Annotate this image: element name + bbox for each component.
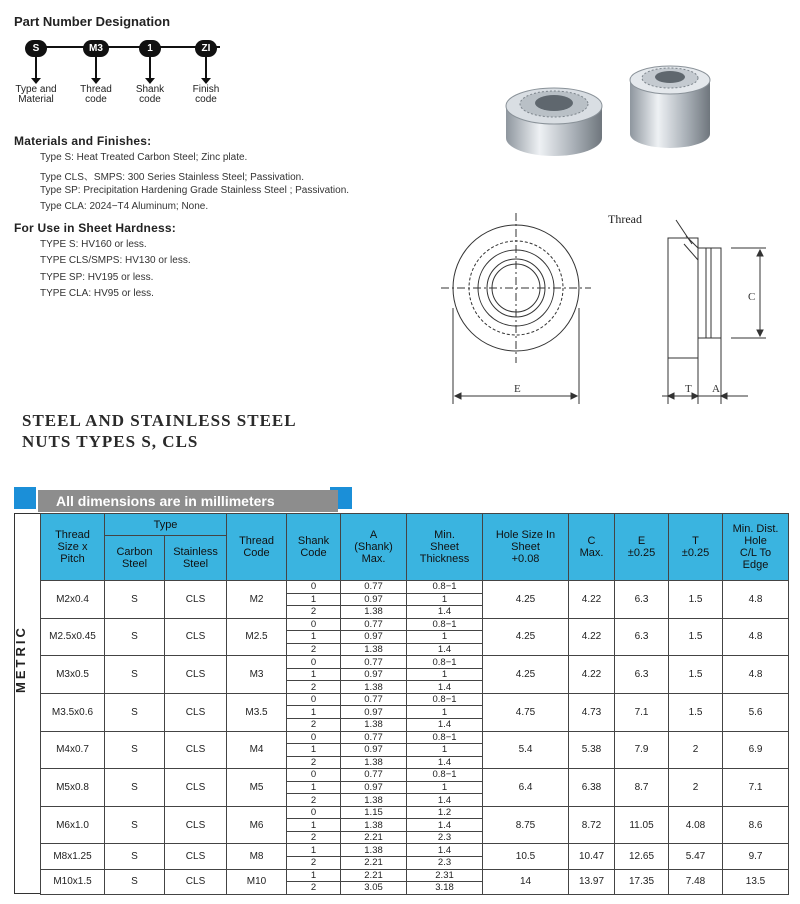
- thread-label: Thread: [608, 212, 642, 226]
- part-code-caption: Shank: [135, 84, 165, 95]
- cell-hole-size: 4.25: [483, 618, 569, 656]
- cell-t: 5.47: [669, 844, 723, 869]
- header-text: T: [692, 535, 699, 547]
- cell-shank-code: 1: [287, 744, 341, 757]
- table-row: [41, 769, 789, 782]
- down-arrow-icon: [205, 57, 207, 79]
- cell-shank-code: 0: [287, 656, 341, 669]
- cell-min-dist: 5.6: [723, 693, 789, 731]
- cell-t: 1.5: [669, 656, 723, 694]
- cell-e: 6.3: [615, 581, 669, 619]
- cell-shank-code: 0: [287, 731, 341, 744]
- header-text: Edge: [742, 559, 769, 571]
- cell-carbon-steel: S: [105, 731, 165, 769]
- table-row: [41, 656, 789, 669]
- part-code-caption: Finish: [192, 84, 220, 95]
- cell-min-dist: 6.9: [723, 731, 789, 769]
- hardness-line: TYPE CLS/SMPS: HV130 or less.: [40, 255, 191, 266]
- cell-a-shank: 1.38: [341, 643, 407, 656]
- cell-shank-code: 2: [287, 831, 341, 844]
- cell-carbon-steel: S: [105, 618, 165, 656]
- cell-e: 6.3: [615, 656, 669, 694]
- cell-thread-code: M2: [227, 581, 287, 619]
- down-arrow-icon: [149, 57, 151, 79]
- cell-carbon-steel: S: [105, 769, 165, 807]
- header-thread-code: [227, 514, 287, 581]
- cell-carbon-steel: S: [105, 869, 165, 894]
- hardness-line: TYPE S: HV160 or less.: [40, 239, 147, 250]
- header-min-dist: [723, 514, 789, 581]
- cell-min-sheet: 1: [407, 593, 483, 606]
- header-text: Size x: [57, 541, 88, 553]
- cell-shank-code: 2: [287, 882, 341, 895]
- part-code-shank: [128, 38, 172, 105]
- nut-photo-right: [630, 66, 710, 148]
- cell-min-sheet: 1.4: [407, 719, 483, 732]
- cell-carbon-steel: S: [105, 656, 165, 694]
- cell-t: 4.08: [669, 806, 723, 844]
- cell-c-max: 13.97: [569, 869, 615, 894]
- cell-shank-code: 0: [287, 581, 341, 594]
- header-min-sheet: [407, 514, 483, 581]
- part-code-caption: Material: [18, 94, 54, 105]
- header-text: Thread: [239, 535, 274, 547]
- part-number-title: Part Number Designation: [14, 14, 171, 29]
- cell-min-sheet: 1: [407, 631, 483, 644]
- cell-min-sheet: 1: [407, 668, 483, 681]
- cell-thread-size: M2.5x0.45: [41, 618, 105, 656]
- table-row: [41, 693, 789, 706]
- cell-min-dist: 4.8: [723, 581, 789, 619]
- table-row: [41, 618, 789, 631]
- cell-t: 2: [669, 769, 723, 807]
- cell-a-shank: 0.97: [341, 706, 407, 719]
- cell-stainless-steel: CLS: [165, 618, 227, 656]
- part-code-caption: Type and: [15, 84, 57, 95]
- cell-a-shank: 1.38: [341, 819, 407, 832]
- cell-e: 12.65: [615, 844, 669, 869]
- cell-thread-code: M3.5: [227, 693, 287, 731]
- cell-min-dist: 9.7: [723, 844, 789, 869]
- cell-min-sheet: 0.8−1: [407, 731, 483, 744]
- cell-hole-size: 10.5: [483, 844, 569, 869]
- cell-a-shank: 1.38: [341, 844, 407, 857]
- cell-e: 8.7: [615, 769, 669, 807]
- cell-thread-size: M8x1.25: [41, 844, 105, 869]
- header-t: [669, 514, 723, 581]
- materials-title: Materials and Finishes:: [14, 134, 152, 148]
- cell-min-sheet: 1.4: [407, 794, 483, 807]
- header-text: Min.: [434, 529, 455, 541]
- cell-min-sheet: 0.8−1: [407, 656, 483, 669]
- nut-photo: [498, 46, 728, 168]
- cell-thread-size: M5x0.8: [41, 769, 105, 807]
- cell-thread-code: M10: [227, 869, 287, 894]
- header-text: +0.08: [511, 553, 540, 565]
- cell-thread-code: M4: [227, 731, 287, 769]
- header-text: Min. Dist.: [732, 523, 779, 535]
- cell-shank-code: 2: [287, 681, 341, 694]
- cell-min-sheet: 0.8−1: [407, 581, 483, 594]
- hardness-line: TYPE SP: HV195 or less.: [40, 272, 154, 283]
- header-text: Hole: [744, 535, 767, 547]
- header-text: Code: [243, 547, 270, 559]
- cell-c-max: 4.22: [569, 656, 615, 694]
- header-text: C: [587, 535, 596, 547]
- metric-side-label: METRIC: [13, 625, 28, 693]
- cell-t: 1.5: [669, 618, 723, 656]
- table-row: [41, 844, 789, 857]
- cell-shank-code: 0: [287, 618, 341, 631]
- cell-e: 11.05: [615, 806, 669, 844]
- header-text: Steel: [121, 558, 148, 570]
- cell-a-shank: 2.21: [341, 831, 407, 844]
- cell-a-shank: 1.38: [341, 794, 407, 807]
- cell-shank-code: 0: [287, 769, 341, 782]
- cell-a-shank: 0.97: [341, 781, 407, 794]
- table-row: [41, 731, 789, 744]
- cell-thread-size: M6x1.0: [41, 806, 105, 844]
- nut-photo-left: [506, 88, 602, 156]
- cell-c-max: 10.47: [569, 844, 615, 869]
- cell-min-dist: 7.1: [723, 769, 789, 807]
- cell-min-sheet: 1.4: [407, 756, 483, 769]
- part-code-caption: Thread: [80, 84, 112, 95]
- cell-a-shank: 1.38: [341, 719, 407, 732]
- cell-shank-code: 2: [287, 643, 341, 656]
- cell-shank-code: 1: [287, 593, 341, 606]
- header-thread-size: [41, 514, 105, 581]
- header-text: (Shank): [354, 541, 393, 553]
- header-text: C/L To: [739, 547, 772, 559]
- cell-thread-size: M10x1.5: [41, 869, 105, 894]
- cell-min-sheet: 1.4: [407, 819, 483, 832]
- cell-stainless-steel: CLS: [165, 656, 227, 694]
- cell-a-shank: 0.97: [341, 744, 407, 757]
- cell-t: 7.48: [669, 869, 723, 894]
- cell-stainless-steel: CLS: [165, 844, 227, 869]
- header-text: Max.: [579, 547, 604, 559]
- cell-e: 7.9: [615, 731, 669, 769]
- cell-hole-size: 14: [483, 869, 569, 894]
- cell-shank-code: 0: [287, 806, 341, 819]
- header-text: E: [637, 535, 646, 547]
- cell-a-shank: 0.77: [341, 693, 407, 706]
- cell-c-max: 4.22: [569, 581, 615, 619]
- materials-line: Type SP: Precipitation Hardening Grade Stainless Steel ; Passivation.: [40, 185, 350, 196]
- cell-c-max: 4.73: [569, 693, 615, 731]
- cell-shank-code: 1: [287, 781, 341, 794]
- cell-min-sheet: 1: [407, 744, 483, 757]
- cell-min-sheet: 1: [407, 781, 483, 794]
- cell-stainless-steel: CLS: [165, 581, 227, 619]
- materials-line: Type CLS、SMPS: 300 Series Stainless Steel; Passivation.: [40, 172, 305, 183]
- cell-hole-size: 4.25: [483, 581, 569, 619]
- dim-a-label: A: [712, 383, 720, 395]
- dim-e-label: E: [514, 383, 521, 395]
- cell-a-shank: 0.97: [341, 631, 407, 644]
- metric-side-cell: [14, 513, 41, 894]
- cell-shank-code: 2: [287, 756, 341, 769]
- header-a-shank: [341, 514, 407, 581]
- header-c-max: [569, 514, 615, 581]
- cell-shank-code: 2: [287, 606, 341, 619]
- cell-c-max: 5.38: [569, 731, 615, 769]
- dim-c-label: C: [748, 291, 756, 303]
- cell-min-dist: 4.8: [723, 656, 789, 694]
- part-code-caption: code: [195, 94, 217, 105]
- part-code-pill: 1: [139, 40, 161, 57]
- cell-stainless-steel: CLS: [165, 806, 227, 844]
- cell-carbon-steel: S: [105, 693, 165, 731]
- header-text: Code: [300, 547, 327, 559]
- cell-min-sheet: 0.8−1: [407, 769, 483, 782]
- cell-a-shank: 2.21: [341, 869, 407, 882]
- cell-a-shank: 1.15: [341, 806, 407, 819]
- header-text: Pitch: [60, 553, 85, 565]
- dimensions-table: [40, 513, 789, 895]
- header-text: Steel: [182, 558, 209, 570]
- cell-shank-code: 1: [287, 869, 341, 882]
- hardness-title: For Use in Sheet Hardness:: [14, 221, 176, 235]
- cell-t: 1.5: [669, 581, 723, 619]
- cell-stainless-steel: CLS: [165, 731, 227, 769]
- header-text: Thread: [55, 529, 90, 541]
- units-banner-text: All dimensions are in millimeters: [38, 490, 338, 512]
- cell-hole-size: 4.75: [483, 693, 569, 731]
- header-text: Carbon: [116, 546, 153, 558]
- cell-thread-size: M3x0.5: [41, 656, 105, 694]
- materials-line: Type S: Heat Treated Carbon Steel; Zinc plate.: [40, 152, 248, 163]
- cell-shank-code: 1: [287, 706, 341, 719]
- cell-thread-size: M2x0.4: [41, 581, 105, 619]
- cell-a-shank: 2.21: [341, 857, 407, 870]
- part-code-caption: code: [139, 94, 161, 105]
- cell-min-dist: 8.6: [723, 806, 789, 844]
- cell-a-shank: 0.77: [341, 618, 407, 631]
- cell-e: 17.35: [615, 869, 669, 894]
- cell-a-shank: 1.38: [341, 756, 407, 769]
- cell-c-max: 4.22: [569, 618, 615, 656]
- header-text: Hole Size In: [495, 529, 556, 541]
- cell-carbon-steel: S: [105, 844, 165, 869]
- table-row: [41, 581, 789, 594]
- cell-min-sheet: 2.3: [407, 857, 483, 870]
- cell-a-shank: 0.77: [341, 656, 407, 669]
- cell-thread-code: M6: [227, 806, 287, 844]
- cell-a-shank: 1.38: [341, 681, 407, 694]
- cell-hole-size: 4.25: [483, 656, 569, 694]
- cell-min-sheet: 0.8−1: [407, 693, 483, 706]
- cell-a-shank: 3.05: [341, 882, 407, 895]
- cell-thread-code: M5: [227, 769, 287, 807]
- part-code-pill: M3: [83, 40, 109, 57]
- materials-line: Type CLA: 2024−T4 Aluminum; None.: [40, 201, 209, 212]
- cell-t: 2: [669, 731, 723, 769]
- table-row: [41, 869, 789, 882]
- header-shank-code: [287, 514, 341, 581]
- table-row: [41, 806, 789, 819]
- cell-thread-size: M3.5x0.6: [41, 693, 105, 731]
- cell-hole-size: 5.4: [483, 731, 569, 769]
- section-title-line: NUTS TYPES S, CLS: [22, 432, 199, 451]
- dim-t-label: T: [685, 383, 692, 395]
- cell-hole-size: 6.4: [483, 769, 569, 807]
- part-code-type: [14, 38, 58, 105]
- cell-a-shank: 0.77: [341, 731, 407, 744]
- cell-min-sheet: 1: [407, 706, 483, 719]
- header-hole-size: [483, 514, 569, 581]
- cell-stainless-steel: CLS: [165, 869, 227, 894]
- cell-a-shank: 0.97: [341, 668, 407, 681]
- part-code-thread: [74, 38, 118, 105]
- banner-square: [14, 487, 36, 509]
- cell-a-shank: 1.38: [341, 606, 407, 619]
- cell-min-sheet: 1.2: [407, 806, 483, 819]
- hardness-line: TYPE CLA: HV95 or less.: [40, 288, 154, 299]
- part-code-finish: [184, 38, 228, 105]
- cell-min-sheet: 2.31: [407, 869, 483, 882]
- section-title: [22, 410, 297, 452]
- cell-min-sheet: 3.18: [407, 882, 483, 895]
- header-text: Sheet: [430, 541, 459, 553]
- header-text: Shank: [297, 535, 330, 547]
- cell-shank-code: 1: [287, 844, 341, 857]
- dimensions-table-body: [41, 581, 789, 895]
- header-text: ±0.25: [681, 547, 710, 559]
- header-text: A: [369, 529, 378, 541]
- cell-a-shank: 0.77: [341, 769, 407, 782]
- cell-min-dist: 13.5: [723, 869, 789, 894]
- cell-thread-code: M8: [227, 844, 287, 869]
- cell-e: 6.3: [615, 618, 669, 656]
- down-arrow-icon: [35, 57, 37, 79]
- cell-e: 7.1: [615, 693, 669, 731]
- cell-min-sheet: 1.4: [407, 844, 483, 857]
- side-view: [662, 220, 766, 404]
- part-code-pill: ZI: [195, 40, 217, 57]
- units-banner: [14, 487, 352, 513]
- cell-min-dist: 4.8: [723, 618, 789, 656]
- cell-t: 1.5: [669, 693, 723, 731]
- cell-min-sheet: 1.4: [407, 681, 483, 694]
- cell-thread-code: M2.5: [227, 618, 287, 656]
- cell-shank-code: 1: [287, 668, 341, 681]
- header-carbon-steel: [105, 536, 165, 581]
- header-text: Max.: [361, 553, 386, 565]
- nut-technical-drawing: [436, 208, 786, 408]
- header-text: ±0.25: [627, 547, 656, 559]
- cell-c-max: 8.72: [569, 806, 615, 844]
- header-type: Type: [105, 514, 227, 536]
- cell-shank-code: 0: [287, 693, 341, 706]
- cell-min-sheet: 1.4: [407, 643, 483, 656]
- header-text: Stainless: [173, 546, 218, 558]
- part-code-pill: S: [25, 40, 47, 57]
- cell-a-shank: 0.77: [341, 581, 407, 594]
- cell-carbon-steel: S: [105, 581, 165, 619]
- cell-shank-code: 1: [287, 631, 341, 644]
- down-arrow-icon: [95, 57, 97, 79]
- cell-shank-code: 2: [287, 794, 341, 807]
- cell-shank-code: 1: [287, 819, 341, 832]
- cell-min-sheet: 0.8−1: [407, 618, 483, 631]
- front-view: [441, 213, 591, 404]
- part-code-caption: code: [85, 94, 107, 105]
- cell-shank-code: 2: [287, 857, 341, 870]
- header-text: Thickness: [419, 553, 470, 565]
- cell-stainless-steel: CLS: [165, 693, 227, 731]
- cell-thread-size: M4x0.7: [41, 731, 105, 769]
- cell-carbon-steel: S: [105, 806, 165, 844]
- section-title-line: STEEL AND STAINLESS STEEL: [22, 411, 297, 430]
- cell-thread-code: M3: [227, 656, 287, 694]
- cell-a-shank: 0.97: [341, 593, 407, 606]
- part-number-chain: [14, 38, 234, 108]
- cell-min-sheet: 1.4: [407, 606, 483, 619]
- cell-hole-size: 8.75: [483, 806, 569, 844]
- cell-shank-code: 2: [287, 719, 341, 732]
- cell-c-max: 6.38: [569, 769, 615, 807]
- cell-stainless-steel: CLS: [165, 769, 227, 807]
- header-stainless-steel: [165, 536, 227, 581]
- header-e: [615, 514, 669, 581]
- header-text: Sheet: [511, 541, 540, 553]
- cell-min-sheet: 2.3: [407, 831, 483, 844]
